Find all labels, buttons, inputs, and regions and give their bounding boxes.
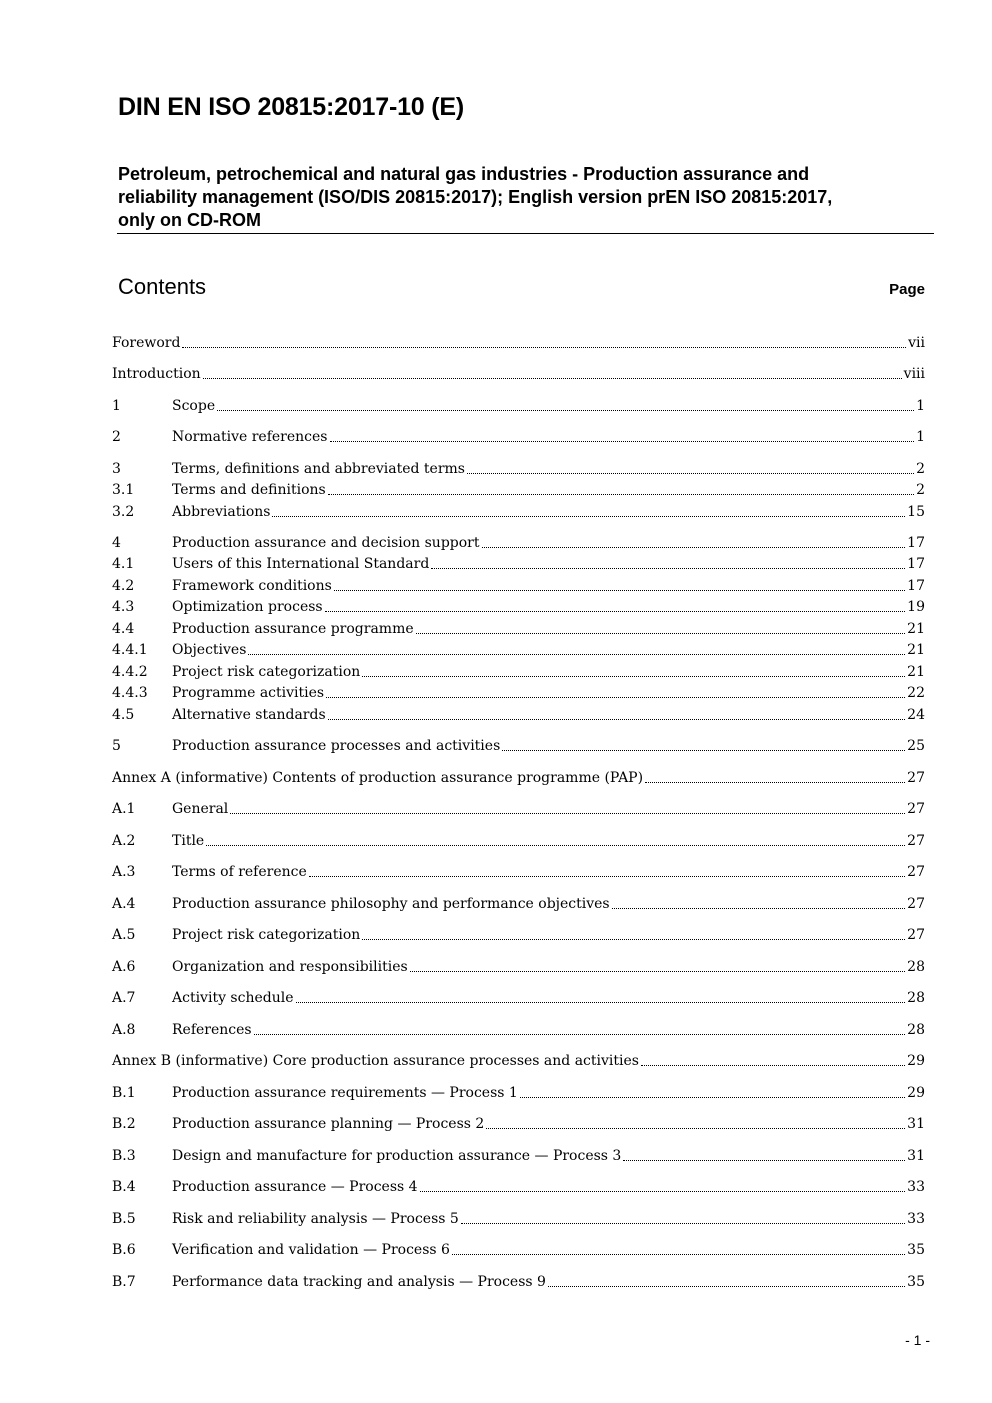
toc-entry[interactable] (112, 576, 925, 596)
toc-entry-number: A.2 (112, 833, 136, 849)
toc-entry[interactable] (112, 894, 925, 914)
toc-dot-leader (309, 876, 905, 877)
toc-dot-leader (623, 1160, 905, 1161)
page-column-label: Page (889, 281, 925, 298)
toc-dot-leader (330, 441, 915, 442)
toc-entry-title: Project risk categorization (172, 664, 361, 680)
toc-entry-number: 4.1 (112, 556, 135, 572)
toc-entry-page: 29 (907, 1053, 925, 1069)
toc-dot-leader (248, 654, 905, 655)
contents-heading: Contents (118, 274, 207, 299)
page-number: - 1 - (905, 1332, 930, 1348)
toc-dot-leader (334, 590, 905, 591)
document-title: DIN EN ISO 20815:2017-10 (E) (118, 93, 464, 121)
toc-entry[interactable] (112, 1114, 925, 1134)
toc-dot-leader (452, 1254, 905, 1255)
toc-entry[interactable] (112, 459, 925, 479)
toc-entry-page: 21 (907, 664, 925, 680)
toc-entry[interactable] (112, 1146, 925, 1166)
toc-entry-number: A.7 (112, 990, 136, 1006)
toc-entry-title: Objectives (172, 642, 247, 658)
toc-entry[interactable] (112, 333, 925, 353)
toc-dot-leader (520, 1097, 905, 1098)
toc-entry-page: 33 (907, 1211, 925, 1227)
toc-entry-number: 1 (112, 398, 121, 414)
toc-dot-leader (272, 516, 905, 517)
toc-entry-number: 4.4.3 (112, 685, 148, 701)
toc-dot-leader (328, 494, 914, 495)
toc-entry[interactable] (112, 1177, 925, 1197)
toc-entry-number: B.5 (112, 1211, 136, 1227)
toc-entry-page: 28 (907, 959, 925, 975)
toc-dot-leader (326, 697, 905, 698)
toc-entry-title: Scope (172, 398, 216, 414)
toc-entry[interactable] (112, 662, 925, 682)
toc-entry-number: B.3 (112, 1148, 136, 1164)
toc-entry-page: 27 (907, 770, 925, 786)
toc-entry-title: Production assurance programme (172, 621, 414, 637)
toc-entry-page: 2 (916, 482, 925, 498)
toc-entry-title: Terms of reference (172, 864, 307, 880)
toc-entry-title: Terms and definitions (172, 482, 326, 498)
toc-entry[interactable] (112, 1240, 925, 1260)
toc-entry[interactable] (112, 768, 925, 788)
toc-entry[interactable] (112, 862, 925, 882)
toc-entry-title: Project risk categorization (172, 927, 361, 943)
toc-entry-page: 27 (907, 801, 925, 817)
toc-entry[interactable] (112, 831, 925, 851)
toc-entry-page: 17 (907, 578, 925, 594)
toc-entry-title: Foreword (112, 335, 181, 351)
toc-dot-leader (612, 908, 906, 909)
toc-entry-page: 35 (907, 1242, 925, 1258)
toc-entry-title: Production assurance — Process 4 (172, 1179, 418, 1195)
toc-entry-page: 31 (907, 1148, 925, 1164)
toc-entry[interactable] (112, 396, 925, 416)
toc-dot-leader (486, 1128, 905, 1129)
toc-dot-leader (325, 611, 906, 612)
document-subtitle (118, 163, 933, 232)
toc-entry-number: B.1 (112, 1085, 136, 1101)
toc-entry-title: Framework conditions (172, 578, 332, 594)
toc-dot-leader (461, 1223, 905, 1224)
toc-entry-page: 27 (907, 864, 925, 880)
toc-entry-number: A.8 (112, 1022, 136, 1038)
toc-entry[interactable] (112, 683, 925, 703)
toc-entry-title: Production assurance planning — Process 2 (172, 1116, 485, 1132)
toc-entry-title: Annex B (informative) Core production assurance processes and activities (112, 1053, 639, 1069)
toc-entry-number: 4.4.1 (112, 642, 148, 658)
toc-entry[interactable] (112, 1209, 925, 1229)
toc-entry-page: 1 (916, 398, 925, 414)
toc-entry-number: 4.4 (112, 621, 135, 637)
toc-entry-number: B.4 (112, 1179, 136, 1195)
toc-entry-title: Production assurance requirements — Process 1 (172, 1085, 518, 1101)
toc-entry-title: Introduction (112, 366, 201, 382)
toc-entry-page: 22 (907, 685, 925, 701)
toc-entry-title: Design and manufacture for production assurance — Process 3 (172, 1148, 622, 1164)
subtitle-line: reliability management (ISO/DIS 20815:2017); English version prEN ISO 20815:2017, (118, 187, 833, 207)
toc-entry-title: Activity schedule (172, 990, 294, 1006)
toc-entry-number: A.3 (112, 864, 136, 880)
toc-entry-page: 28 (907, 990, 925, 1006)
toc-entry-number: 3.2 (112, 504, 135, 520)
toc-entry[interactable] (112, 799, 925, 819)
toc-entry-page: 21 (907, 642, 925, 658)
toc-dot-leader (641, 1065, 905, 1066)
toc-dot-leader (217, 410, 914, 411)
toc-entry-title: Performance data tracking and analysis — Process 9 (172, 1274, 546, 1290)
toc-entry[interactable] (112, 1083, 925, 1103)
toc-entry[interactable] (112, 988, 925, 1008)
toc-entry-page: 27 (907, 927, 925, 943)
toc-entry-page: 25 (907, 738, 925, 754)
toc-entry[interactable] (112, 736, 925, 756)
toc-entry-page: 35 (907, 1274, 925, 1290)
toc-entry-title: Programme activities (172, 685, 325, 701)
toc-dot-leader (230, 813, 905, 814)
toc-entry-number: A.5 (112, 927, 136, 943)
toc-dot-leader (296, 1002, 906, 1003)
toc-entry-title: Title (172, 833, 205, 849)
toc-dot-leader (431, 568, 905, 569)
toc-entry-page: 17 (907, 556, 925, 572)
toc-entry[interactable] (112, 427, 925, 447)
toc-dot-leader (467, 473, 914, 474)
toc-entry[interactable] (112, 597, 925, 617)
toc-entry-page: vii (908, 335, 925, 351)
toc-entry[interactable] (112, 1272, 925, 1292)
toc-entry-title: Annex A (informative) Contents of production assurance programme (PAP) (112, 770, 644, 786)
toc-entry-title: Organization and responsibilities (172, 959, 408, 975)
toc-dot-leader (502, 750, 905, 751)
toc-entry-page: viii (903, 366, 925, 382)
header-divider (117, 233, 934, 234)
toc-dot-leader (328, 719, 906, 720)
toc-entry-page: 33 (907, 1179, 925, 1195)
toc-entry[interactable] (112, 619, 925, 639)
toc-entry-number: 4.3 (112, 599, 135, 615)
toc-entry-title: Risk and reliability analysis — Process 5 (172, 1211, 459, 1227)
toc-entry-title: Optimization process (172, 599, 323, 615)
toc-dot-leader (420, 1191, 906, 1192)
toc-entry-title: Production assurance philosophy and performance objectives (172, 896, 610, 912)
subtitle-line: Petroleum, petrochemical and natural gas industries - Production assurance and (118, 164, 810, 184)
toc-entry-page: 24 (907, 707, 925, 723)
toc-entry-number: 4.4.2 (112, 664, 148, 680)
toc-entry-title: Abbreviations (172, 504, 271, 520)
toc-entry-title: References (172, 1022, 252, 1038)
toc-entry[interactable] (112, 1051, 925, 1071)
toc-entry-page: 21 (907, 621, 925, 637)
toc-entry[interactable] (112, 957, 925, 977)
toc-entry-number: 2 (112, 429, 121, 445)
toc-entry-title: Users of this International Standard (172, 556, 430, 572)
toc-entry-number: 4.5 (112, 707, 135, 723)
toc-entry-number: A.1 (112, 801, 136, 817)
toc-entry-page: 15 (907, 504, 925, 520)
toc-entry[interactable] (112, 640, 925, 660)
toc-entry[interactable] (112, 1020, 925, 1040)
toc-entry-number: B.6 (112, 1242, 136, 1258)
toc-entry[interactable] (112, 705, 925, 725)
toc-entry-page: 29 (907, 1085, 925, 1101)
toc-dot-leader (482, 547, 906, 548)
toc-entry-number: B.2 (112, 1116, 136, 1132)
toc-entry-title: Production assurance processes and activities (172, 738, 501, 754)
toc-dot-leader (362, 676, 905, 677)
toc-dot-leader (182, 347, 906, 348)
toc-entry[interactable] (112, 554, 925, 574)
toc-entry[interactable] (112, 480, 925, 500)
toc-dot-leader (203, 378, 902, 379)
toc-entry-title: Alternative standards (172, 707, 326, 723)
toc-entry-number: 4.2 (112, 578, 135, 594)
toc-dot-leader (416, 633, 906, 634)
toc-entry[interactable] (112, 925, 925, 945)
toc-entry-number: 3.1 (112, 482, 135, 498)
toc-dot-leader (362, 939, 905, 940)
toc-entry-title: Production assurance and decision support (172, 535, 480, 551)
toc-entry-number: 5 (112, 738, 121, 754)
toc-entry-number: 3 (112, 461, 121, 477)
toc-entry-page: 28 (907, 1022, 925, 1038)
toc-entry-number: A.6 (112, 959, 136, 975)
toc-entry-number: A.4 (112, 896, 136, 912)
toc-entry-page: 27 (907, 833, 925, 849)
toc-entry-page: 19 (907, 599, 925, 615)
toc-entry-page: 27 (907, 896, 925, 912)
toc-entry-page: 17 (907, 535, 925, 551)
toc-entry-title: Terms, definitions and abbreviated terms (172, 461, 465, 477)
toc-entry-number: 4 (112, 535, 121, 551)
toc-entry-number: B.7 (112, 1274, 136, 1290)
toc-entry-page: 2 (916, 461, 925, 477)
toc-dot-leader (206, 845, 905, 846)
toc-dot-leader (645, 782, 905, 783)
toc-entry-page: 1 (916, 429, 925, 445)
toc-entry-title: Verification and validation — Process 6 (172, 1242, 450, 1258)
toc-dot-leader (254, 1034, 906, 1035)
toc-entry-page: 31 (907, 1116, 925, 1132)
toc-entry-title: Normative references (172, 429, 328, 445)
toc-dot-leader (548, 1286, 905, 1287)
toc-entry-title: General (172, 801, 229, 817)
subtitle-line: only on CD-ROM (118, 210, 261, 230)
toc-entry[interactable] (112, 533, 925, 553)
toc-entry[interactable] (112, 502, 925, 522)
toc-dot-leader (410, 971, 906, 972)
toc-entry[interactable] (112, 364, 925, 384)
